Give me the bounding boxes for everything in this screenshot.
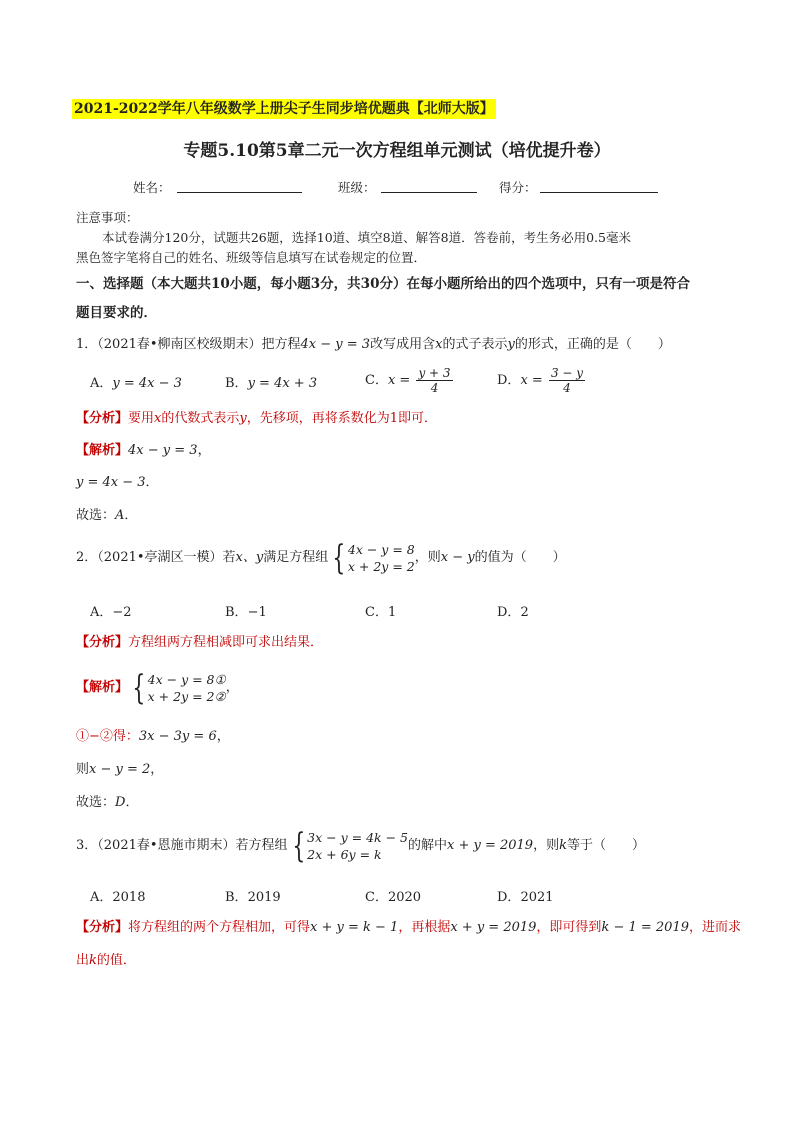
question-1 <box>76 335 671 355</box>
punctuation: ． <box>145 475 159 490</box>
q3-equation: x + y = 2019 <box>447 838 534 853</box>
option-text: 2020 <box>387 890 422 905</box>
option-text: 2019 <box>247 890 281 905</box>
section-heading-line-2: 题目要求的． <box>76 305 157 321</box>
q3-mid: 的解中 <box>407 838 447 853</box>
fraction-denominator: 4 <box>563 381 571 395</box>
q2-analysis <box>76 633 323 653</box>
brace-icon: { <box>132 668 146 708</box>
punctuation: ． <box>125 795 139 810</box>
analysis-tag: 【分析】 <box>76 920 129 935</box>
section-heading-line-1: 一、选择题（本大题共10小题，每小题3分，共30分）在每小题所给出的四个选项中，只有一项是符合 <box>76 276 690 292</box>
option-label: B． <box>225 605 248 620</box>
system-line: 3x − y = 4k − 5 <box>307 830 408 845</box>
q3-option-d <box>497 886 554 905</box>
q3-prefix: 3．（2021春•恩施市期末）若方程组 <box>76 838 288 853</box>
question-2 <box>76 538 566 578</box>
q2-option-c <box>365 601 396 620</box>
punctuation: ， <box>216 729 230 744</box>
option-lhs: x = <box>520 373 543 388</box>
q3-var-k: k <box>559 838 567 853</box>
option-label: C． <box>365 890 388 905</box>
analysis-var: k <box>89 953 97 968</box>
q2-vars: x、y <box>235 550 264 565</box>
analysis-text: 方程组两方程相减即可求出结果． <box>128 635 324 650</box>
option-text: 2 <box>520 605 529 620</box>
step-equation: 3x − 3y = 6 <box>138 729 217 744</box>
q1-analysis <box>76 409 437 429</box>
punctuation: ． <box>124 508 138 523</box>
q2-suffix: ，则 <box>414 550 441 565</box>
solution-step: y = 4x − 3 <box>76 475 146 490</box>
q1-answer <box>76 506 137 526</box>
q3-mid: ，则 <box>533 838 560 853</box>
option-label: A． <box>90 376 113 391</box>
option-label: B． <box>225 376 248 391</box>
student-info-row <box>133 176 693 196</box>
solution-tag: 【解析】 <box>76 680 129 695</box>
q1-prefix: 1．（2021春•柳南区校级期末）把方程 <box>76 337 301 352</box>
q1-var-y: y <box>507 337 515 352</box>
analysis-var: y <box>239 411 247 426</box>
option-label: A． <box>90 890 113 905</box>
step-label: ①−②得： <box>76 729 139 744</box>
system-line: 4x − y = 8① <box>147 672 226 687</box>
option-text: 2021 <box>520 890 554 905</box>
fraction-numerator: y + 3 <box>418 366 451 380</box>
answer-label: 故选： <box>76 508 116 523</box>
class-label: 班级： <box>338 180 376 195</box>
system-line: x + 2y = 2 <box>347 559 415 574</box>
option-text: 2018 <box>112 890 146 905</box>
step-label: 则 <box>76 762 90 777</box>
q1-step <box>76 473 159 493</box>
q1-mid2: 的式子表示 <box>442 337 508 352</box>
option-label: D． <box>497 890 521 905</box>
option-text: y = 4x + 3 <box>247 376 318 391</box>
q2-step-1 <box>76 727 230 747</box>
q1-suffix: 的形式，正确的是（ ） <box>514 337 671 352</box>
q1-option-c <box>365 366 455 395</box>
q2-solution <box>76 668 239 708</box>
system-line: 4x − y = 8 <box>347 542 415 557</box>
answer-value: D <box>115 795 126 810</box>
analysis-text: ，即可得到 <box>536 920 602 935</box>
q1-option-b <box>225 372 317 391</box>
answer-value: A <box>115 508 125 523</box>
analysis-equation: k − 1 = 2019 <box>601 920 689 935</box>
notes-heading: 注意事项： <box>76 210 139 225</box>
score-field[interactable] <box>540 178 658 193</box>
q2-option-d <box>497 601 529 620</box>
q3-suffix: 等于（ ） <box>566 838 645 853</box>
equation-system <box>128 668 226 708</box>
analysis-text: ，再根据 <box>398 920 451 935</box>
analysis-text: 要用 <box>128 411 155 426</box>
fraction <box>416 366 452 395</box>
analysis-text: 出 <box>76 953 90 968</box>
option-label: C． <box>365 373 388 388</box>
solution-equation: 4x − y = 3 <box>128 443 198 458</box>
notes-line-1: 本试卷满分120分，试题共26题，选择10道、填空8道、解答8道．答卷前，考生务必用0.5毫米 <box>102 230 631 245</box>
equation-system <box>328 538 415 578</box>
analysis-text: 的代数式表示 <box>161 411 240 426</box>
q2-step-2 <box>76 760 163 780</box>
analysis-tag: 【分析】 <box>76 635 129 650</box>
punctuation: ， <box>225 680 239 695</box>
punctuation: ， <box>150 762 164 777</box>
option-text: −2 <box>112 605 132 620</box>
notes-line-2: 黑色签字笔将自己的姓名、班级等信息填写在试卷规定的位置． <box>76 250 427 265</box>
system-line: x + 2y = 2② <box>147 689 226 704</box>
equation-system <box>288 826 408 866</box>
analysis-text: ，先移项，再将系数化为1即可． <box>246 411 438 426</box>
q2-answer <box>76 793 138 813</box>
option-lhs: x = <box>387 373 411 388</box>
fraction-denominator: 4 <box>430 381 439 395</box>
page-title: 专题5.10第5章二元一次方程组单元测试（培优提升卷） <box>183 141 611 161</box>
q1-equation: 4x − y = 3 <box>300 337 371 352</box>
option-label: A． <box>90 605 113 620</box>
q1-option-a <box>90 372 182 391</box>
q2-option-b <box>225 601 267 620</box>
analysis-text: 的值． <box>96 953 136 968</box>
option-label: D． <box>497 373 521 388</box>
q2-mid: 满足方程组 <box>263 550 329 565</box>
q1-solution <box>76 441 211 461</box>
analysis-text: ，进而求 <box>688 920 741 935</box>
option-label: D． <box>497 605 521 620</box>
q3-option-a <box>90 886 145 905</box>
brace-icon: { <box>291 826 305 866</box>
name-label: 姓名： <box>133 180 171 195</box>
option-text: 1 <box>387 605 397 620</box>
name-field[interactable] <box>177 178 302 193</box>
brace-icon: { <box>332 538 346 578</box>
q2-expression: x − y <box>440 550 475 565</box>
option-label: B． <box>225 890 248 905</box>
q3-option-b <box>225 886 281 905</box>
step-equation: x − y = 2 <box>89 762 151 777</box>
question-3 <box>76 826 645 866</box>
option-label: C． <box>365 605 388 620</box>
solution-tag: 【解析】 <box>76 443 129 458</box>
q1-var-x: x <box>435 337 443 352</box>
class-field[interactable] <box>381 178 477 193</box>
score-label: 得分： <box>499 180 537 195</box>
punctuation: ， <box>197 443 211 458</box>
fraction-numerator: 3 − y <box>550 366 584 380</box>
system-line: 2x + 6y = k <box>307 847 382 862</box>
option-text: −1 <box>247 605 267 620</box>
q3-analysis-line-2 <box>76 951 136 971</box>
q2-prefix: 2．（2021•亭湖区一模）若 <box>76 550 236 565</box>
q2-option-a <box>90 601 132 620</box>
q1-option-d <box>497 366 587 395</box>
answer-label: 故选： <box>76 795 116 810</box>
analysis-equation: x + y = 2019 <box>450 920 537 935</box>
q1-mid: 改写成用含 <box>370 337 436 352</box>
series-banner: 2021-2022学年八年级数学上册尖子生同步培优题典【北师大版】 <box>74 101 494 117</box>
analysis-var: x <box>154 411 162 426</box>
analysis-text: 将方程组的两个方程相加，可得 <box>128 920 311 935</box>
option-text: y = 4x − 3 <box>112 376 182 391</box>
analysis-equation: x + y = k − 1 <box>310 920 399 935</box>
analysis-tag: 【分析】 <box>76 411 129 426</box>
q3-analysis-line-1 <box>76 918 741 938</box>
q2-suffix: 的值为（ ） <box>474 550 566 565</box>
fraction <box>549 366 585 395</box>
q3-option-c <box>365 886 421 905</box>
